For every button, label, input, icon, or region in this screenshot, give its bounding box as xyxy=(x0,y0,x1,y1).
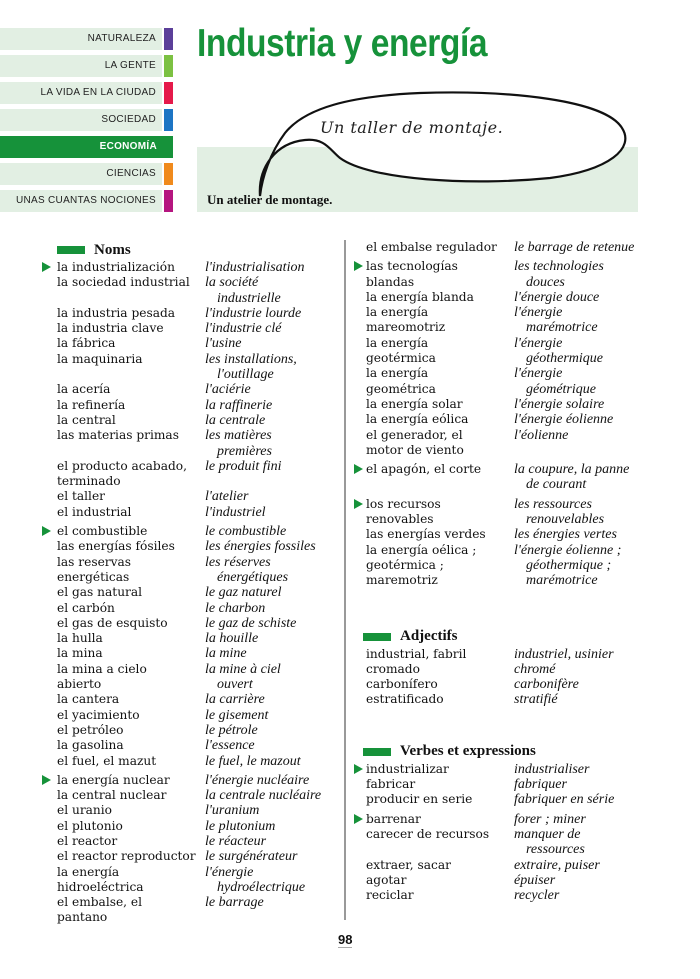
french-translation: hydroélectrique xyxy=(217,879,306,895)
french-translation: l'énergie xyxy=(514,305,563,321)
nav-item-la-vida-en-la-ciudad[interactable] xyxy=(0,82,162,104)
spanish-term: abierto xyxy=(57,677,102,692)
spanish-term: fabricar xyxy=(366,777,416,792)
spanish-term: la energía xyxy=(366,335,429,350)
section-nav xyxy=(0,28,174,217)
nav-color-tab xyxy=(164,28,173,50)
vocab-entry xyxy=(346,259,656,274)
spanish-term: la energía xyxy=(366,305,429,320)
french-translation: l'uranium xyxy=(205,803,260,819)
vocab-entry xyxy=(346,662,656,677)
spanish-term: geotérmica ; xyxy=(366,557,444,572)
vocab-entry xyxy=(40,413,340,428)
spanish-term: la fábrica xyxy=(57,336,116,351)
vocab-entry xyxy=(346,351,656,366)
vocab-group xyxy=(346,240,656,255)
nav-item-label: UNAS CUANTAS NOCIONES xyxy=(15,195,156,206)
spanish-term: la cantera xyxy=(57,692,120,707)
french-translation: ressources xyxy=(526,842,585,858)
spanish-term: cromado xyxy=(366,661,420,676)
french-translation: l'énergie xyxy=(205,864,254,880)
spanish-term: estratificado xyxy=(366,692,444,707)
french-translation: l'énergie xyxy=(514,366,563,382)
french-translation: géothermique ; xyxy=(526,557,612,573)
spanish-term xyxy=(346,842,514,857)
vocab-entry xyxy=(40,788,340,803)
page-title: Industria y energía xyxy=(197,22,488,65)
vocab-entry xyxy=(40,803,340,818)
vocab-entry xyxy=(40,723,340,738)
french-translation: chromé xyxy=(514,661,556,677)
spanish-term: extraer, sacar xyxy=(366,857,451,872)
vocab-entry xyxy=(346,842,656,857)
vocab-group xyxy=(346,462,656,493)
vocab-entry xyxy=(40,444,340,459)
french-translation xyxy=(514,443,526,458)
french-translation: l'énergie éolienne ; xyxy=(514,542,622,558)
french-translation: marémotrice xyxy=(526,573,598,589)
vocab-entry xyxy=(40,773,340,788)
section-heading-noms: Noms xyxy=(57,240,340,260)
vocab-entry xyxy=(40,834,340,849)
spanish-term: la energía nuclear xyxy=(57,772,170,787)
vocab-entry xyxy=(40,459,340,474)
french-translation: la société xyxy=(205,275,259,291)
vocab-entry xyxy=(40,616,340,631)
page-number: 98 xyxy=(338,932,353,947)
french-translation: recycler xyxy=(514,888,560,904)
vocab-entry xyxy=(346,443,656,458)
vocab-entry xyxy=(346,397,656,412)
vocab-entry xyxy=(346,888,656,903)
spanish-term: las materias primas xyxy=(57,428,179,443)
french-translation: les énergies fossiles xyxy=(205,539,316,555)
spanish-term: la industrialización xyxy=(57,260,175,274)
spanish-term: el taller xyxy=(57,489,105,504)
spanish-term: la gasolina xyxy=(57,738,124,753)
vocab-entry xyxy=(346,336,656,351)
french-translation: les ressources xyxy=(514,496,592,512)
spanish-term: energéticas xyxy=(57,569,130,584)
vocab-entry xyxy=(346,240,656,255)
french-translation: épuiser xyxy=(514,872,556,888)
vocab-entry xyxy=(346,873,656,888)
vocab-group xyxy=(346,647,656,708)
french-translation: la houille xyxy=(205,631,259,647)
nav-color-tab xyxy=(164,82,173,104)
spanish-term: el uranio xyxy=(57,803,113,818)
triangle-bullet-icon xyxy=(354,464,363,474)
heading-bar-icon xyxy=(363,633,391,641)
spanish-term: la energía solar xyxy=(366,396,463,411)
french-translation: le gaz de schiste xyxy=(205,615,297,631)
french-translation: l'énergie xyxy=(514,335,563,351)
spanish-term: la energía xyxy=(366,366,429,381)
vocab-entry xyxy=(346,477,656,492)
section-heading-verbes: Verbes et expressions xyxy=(363,742,656,762)
spanish-term: las energías fósiles xyxy=(57,539,175,554)
spanish-term: el yacimiento xyxy=(57,707,140,722)
french-translation: industriel, usinier xyxy=(514,646,614,662)
spanish-term: la central nuclear xyxy=(57,788,167,803)
vocab-group xyxy=(40,260,340,520)
spanish-term: geométrica xyxy=(366,381,436,396)
french-translation: le surgénérateur xyxy=(205,849,298,865)
vocab-entry xyxy=(40,306,340,321)
french-translation: le barrage xyxy=(205,895,264,911)
spanish-term xyxy=(40,367,205,382)
french-translation: la mine à ciel xyxy=(205,661,281,677)
vocab-group xyxy=(346,259,656,458)
french-translation: les matières xyxy=(205,428,272,444)
vocab-entry xyxy=(346,558,656,573)
vocab-entry xyxy=(40,505,340,520)
nav-color-tab xyxy=(164,163,173,185)
spanish-term: el carbón xyxy=(57,600,115,615)
heading-bar-icon xyxy=(57,246,85,254)
spanish-term: la acería xyxy=(57,382,111,397)
spanish-term: la energía blanda xyxy=(366,289,474,304)
vocab-entry xyxy=(346,497,656,512)
french-translation: le combustible xyxy=(205,524,287,540)
vocab-entry xyxy=(346,412,656,427)
vocab-entry xyxy=(40,754,340,769)
vocab-entry xyxy=(40,474,340,489)
french-translation: le charbon xyxy=(205,600,266,616)
spanish-term: mareomotriz xyxy=(366,320,446,335)
vocab-entry xyxy=(346,858,656,873)
french-translation: douces xyxy=(526,274,565,290)
vocab-entry xyxy=(40,601,340,616)
vocab-entry xyxy=(346,527,656,542)
triangle-bullet-icon xyxy=(354,261,363,271)
vocab-entry xyxy=(346,366,656,381)
nav-item-economía[interactable] xyxy=(0,136,173,158)
french-translation: de courant xyxy=(526,477,587,493)
speech-bubble-icon xyxy=(250,88,630,198)
nav-item-sociedad[interactable] xyxy=(0,109,162,131)
french-translation: fabriquer xyxy=(514,777,567,793)
triangle-bullet-icon xyxy=(42,262,51,272)
spanish-term: pantano xyxy=(57,910,108,925)
spanish-term: la central xyxy=(57,412,116,427)
vocab-entry xyxy=(346,777,656,792)
spanish-term: las energías verdes xyxy=(366,527,486,542)
spanish-term: la maquinaria xyxy=(57,351,143,366)
spanish-term: el petróleo xyxy=(57,722,124,737)
french-translation: marémotrice xyxy=(526,320,598,336)
nav-color-tab xyxy=(164,109,173,131)
french-translation: premières xyxy=(217,443,272,459)
heading-bar-icon xyxy=(363,748,391,756)
nav-color-tab xyxy=(164,55,173,77)
nav-item-label: ECONOMÍA xyxy=(99,141,157,152)
vocab-entry xyxy=(40,291,340,306)
spanish-term: barrenar xyxy=(366,811,421,826)
vocab-entry xyxy=(346,512,656,527)
spanish-term: el industrial xyxy=(57,504,132,519)
french-translation: l'industrialisation xyxy=(205,260,305,275)
vocab-entry xyxy=(346,382,656,397)
french-translation: industrielle xyxy=(217,290,281,306)
bubble-text: Un taller de montaje. xyxy=(320,118,504,137)
french-translation: l'atelier xyxy=(205,489,249,505)
spanish-term: el plutonio xyxy=(57,818,123,833)
spanish-term: la refinería xyxy=(57,397,126,412)
vocab-entry xyxy=(40,880,340,895)
french-translation xyxy=(205,474,217,489)
vocab-entry xyxy=(40,819,340,834)
spanish-term xyxy=(40,444,205,459)
french-translation: l'énergie éolienne xyxy=(514,412,614,428)
french-translation: le barrage de retenue xyxy=(514,240,635,255)
spanish-term: la mina a cielo xyxy=(57,661,147,676)
vocab-entry xyxy=(40,585,340,600)
triangle-bullet-icon xyxy=(42,775,51,785)
vocab-entry xyxy=(40,524,340,539)
vocab-entry xyxy=(40,555,340,570)
nav-item-ciencias[interactable] xyxy=(0,163,162,185)
vocab-group xyxy=(346,497,656,589)
spanish-term: el gas natural xyxy=(57,585,143,600)
vocab-entry xyxy=(40,539,340,554)
vocab-entry xyxy=(40,708,340,723)
vocab-entry xyxy=(346,462,656,477)
spanish-term: la hulla xyxy=(57,631,103,646)
spanish-term: geotérmica xyxy=(366,351,436,366)
spanish-term: terminado xyxy=(57,474,121,489)
vocab-entry xyxy=(346,305,656,320)
french-translation: extraire, puiser xyxy=(514,857,600,873)
nav-item-unas-cuantas-nociones[interactable] xyxy=(0,190,162,212)
spanish-term: maremotriz xyxy=(366,573,438,588)
nav-item-label: LA GENTE xyxy=(104,60,156,71)
french-translation: l'industriel xyxy=(205,504,266,520)
vocab-entry xyxy=(346,647,656,662)
french-translation: le gisement xyxy=(205,707,269,723)
french-translation: géométrique xyxy=(526,381,596,397)
vocab-entry xyxy=(40,662,340,677)
french-translation: les énergies vertes xyxy=(514,527,617,543)
french-translation: le gaz naturel xyxy=(205,585,282,601)
french-translation: la carrière xyxy=(205,692,265,708)
vocab-group xyxy=(346,762,656,808)
french-translation: l'énergie nucléaire xyxy=(205,772,310,788)
vocab-entry xyxy=(40,849,340,864)
vocab-entry xyxy=(40,489,340,504)
nav-item-label: SOCIEDAD xyxy=(101,114,156,125)
french-translation: industrialiser xyxy=(514,761,590,777)
spanish-term: el apagón, el corte xyxy=(366,462,482,477)
french-translation: la centrale xyxy=(205,412,266,428)
spanish-term: los recursos xyxy=(366,496,441,511)
french-translation: l'outillage xyxy=(217,367,274,383)
vocab-group xyxy=(40,524,340,769)
spanish-term: el producto acabado, xyxy=(57,458,187,473)
french-translation: ouvert xyxy=(217,677,253,693)
spanish-term: el generador, el xyxy=(366,427,463,442)
french-translation: l'essence xyxy=(205,738,255,754)
vocab-entry xyxy=(40,631,340,646)
french-translation: manquer de xyxy=(514,826,581,842)
triangle-bullet-icon xyxy=(354,814,363,824)
french-translation: forer ; miner xyxy=(514,811,586,827)
vocab-entry xyxy=(40,428,340,443)
french-translation: l'aciérie xyxy=(205,382,251,398)
french-translation: les technologies xyxy=(514,259,604,275)
spanish-term: carecer de recursos xyxy=(366,826,490,841)
spanish-term: la industria pesada xyxy=(57,305,176,320)
spanish-term xyxy=(346,477,514,492)
vocab-entry xyxy=(40,352,340,367)
spanish-term: renovables xyxy=(366,512,434,527)
french-translation: l'énergie solaire xyxy=(514,396,605,412)
vocab-entry xyxy=(40,910,340,925)
vocab-entry xyxy=(346,762,656,777)
vocab-entry xyxy=(40,367,340,382)
spanish-term: el combustible xyxy=(57,524,148,539)
vocab-entry xyxy=(40,646,340,661)
french-translation: le produit fini xyxy=(205,458,282,474)
french-translation: les réserves xyxy=(205,554,271,570)
vocab-column-left xyxy=(40,240,340,930)
spanish-term: blandas xyxy=(366,274,415,289)
nav-item-naturaleza[interactable] xyxy=(0,28,162,50)
vocab-group xyxy=(346,812,656,904)
spanish-term: industrializar xyxy=(366,761,449,776)
french-translation: l'industrie lourde xyxy=(205,305,302,321)
vocab-entry xyxy=(346,290,656,305)
spanish-term xyxy=(40,291,205,306)
spanish-term: las reservas xyxy=(57,554,132,569)
spanish-term: el fuel, el mazut xyxy=(57,753,157,768)
french-translation: le réacteur xyxy=(205,833,267,849)
spanish-term: el embalse regulador xyxy=(366,240,497,254)
vocab-entry xyxy=(40,336,340,351)
french-translation: énergétiques xyxy=(217,569,289,585)
spanish-term: el embalse, el xyxy=(57,895,143,910)
french-translation: l'industrie clé xyxy=(205,321,282,337)
nav-color-tab xyxy=(164,190,173,212)
spanish-term: la sociedad industrial xyxy=(57,275,190,290)
spanish-term: la mina xyxy=(57,646,103,661)
vocab-entry xyxy=(40,738,340,753)
spanish-term: carbonífero xyxy=(366,677,438,692)
vocab-entry xyxy=(346,320,656,335)
french-translation: la raffinerie xyxy=(205,397,273,413)
spanish-term: agotar xyxy=(366,872,407,887)
triangle-bullet-icon xyxy=(354,499,363,509)
vocab-entry xyxy=(346,812,656,827)
vocab-entry xyxy=(346,543,656,558)
nav-item-label: LA VIDA EN LA CIUDAD xyxy=(40,87,156,98)
vocab-group xyxy=(40,773,340,926)
spanish-term: el reactor xyxy=(57,833,118,848)
vocab-entry xyxy=(40,865,340,880)
french-translation: le pétrole xyxy=(205,722,258,738)
spanish-term: reciclar xyxy=(366,888,414,903)
spanish-term: la industria clave xyxy=(57,321,164,336)
french-translation: la mine xyxy=(205,646,247,662)
nav-item-label: NATURALEZA xyxy=(87,33,156,44)
french-translation: le fuel, le mazout xyxy=(205,753,301,769)
vocab-entry xyxy=(40,382,340,397)
spanish-term: producir en serie xyxy=(366,792,473,807)
nav-item-label: CIENCIAS xyxy=(106,168,156,179)
spanish-term: la energía oélica ; xyxy=(366,542,477,557)
vocab-entry xyxy=(40,677,340,692)
french-translation: l'énergie douce xyxy=(514,289,600,305)
french-translation xyxy=(205,910,217,925)
vocab-entry xyxy=(346,792,656,807)
triangle-bullet-icon xyxy=(354,764,363,774)
vocab-entry xyxy=(346,677,656,692)
french-translation: géothermique xyxy=(526,351,603,367)
vocab-entry xyxy=(346,428,656,443)
spanish-term: motor de viento xyxy=(366,442,464,457)
french-translation: la coupure, la panne xyxy=(514,462,630,478)
vocab-entry xyxy=(346,692,656,707)
french-translation: le plutonium xyxy=(205,818,276,834)
vocab-entry xyxy=(40,321,340,336)
french-translation: les installations, xyxy=(205,351,297,367)
vocab-entry xyxy=(40,692,340,707)
spanish-term: el reactor reproductor xyxy=(57,849,196,864)
vocab-entry xyxy=(40,895,340,910)
french-translation: fabriquer en série xyxy=(514,792,615,808)
header-translation: Un atelier de montage. xyxy=(207,192,333,207)
spanish-term: la energía eólica xyxy=(366,412,469,427)
spanish-term: industrial, fabril xyxy=(366,646,467,661)
vocab-entry xyxy=(40,275,340,290)
french-translation: carbonifère xyxy=(514,677,579,693)
vocab-entry xyxy=(346,827,656,842)
spanish-term: la energía xyxy=(57,864,120,879)
vocab-entry xyxy=(346,573,656,588)
vocab-entry xyxy=(346,275,656,290)
french-translation: l'éolienne xyxy=(514,427,569,443)
nav-item-la-gente[interactable] xyxy=(0,55,162,77)
section-heading-adjectifs: Adjectifs xyxy=(363,627,656,647)
vocab-entry xyxy=(40,398,340,413)
vocab-entry xyxy=(40,570,340,585)
french-translation: l'usine xyxy=(205,336,242,352)
french-translation: renouvelables xyxy=(526,512,605,528)
vocab-entry xyxy=(40,260,340,275)
french-translation: stratifié xyxy=(514,692,558,708)
spanish-term: las tecnologías xyxy=(366,259,458,274)
french-translation: la centrale nucléaire xyxy=(205,788,322,804)
vocab-column-right xyxy=(346,240,656,907)
triangle-bullet-icon xyxy=(42,526,51,536)
spanish-term: el gas de esquisto xyxy=(57,615,168,630)
spanish-term: hidroeléctrica xyxy=(57,879,144,894)
